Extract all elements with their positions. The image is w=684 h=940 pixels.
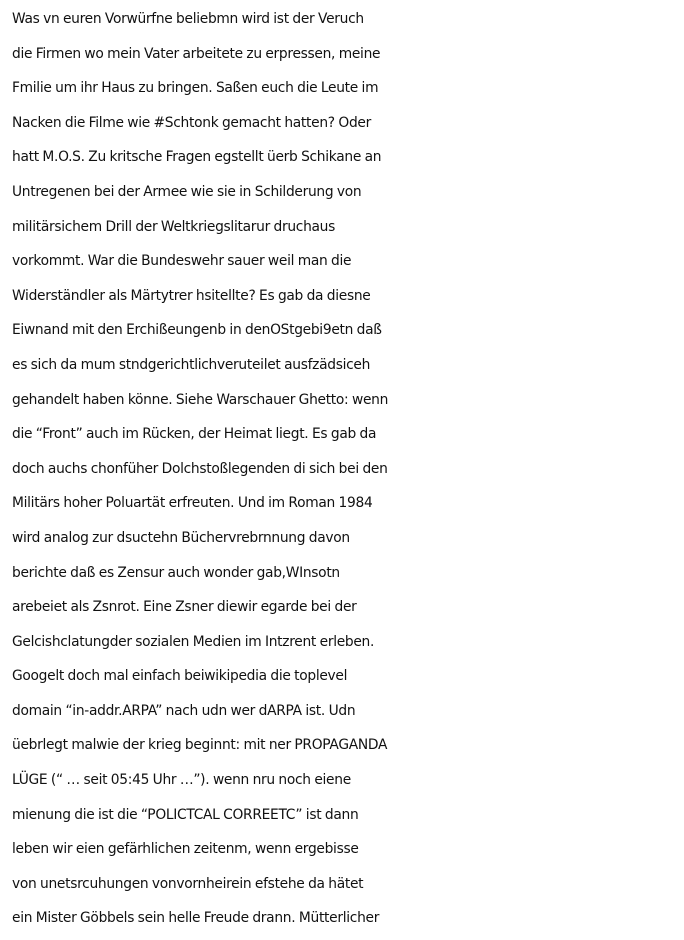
body-text	[12, 2, 684, 936]
text-line: vorkommt. War die Bundeswehr sauer weil man die	[12, 253, 352, 270]
text-line: Gelcishclatungder sozialen Medien im Intzrent erleben.	[12, 633, 375, 650]
text-line: Nacken die Filme wie #Schtonk gemacht hatten? Oder	[12, 114, 371, 131]
text-line: hatt M.O.S. Zu kritsche Fragen egstellt üerb Schikane an	[12, 149, 382, 166]
text-line: Untregenen bei der Armee wie sie in Schilderung von	[12, 183, 362, 200]
text-line: von unetsrcuhungen vonvornheirein efstehe da hätet	[12, 875, 364, 892]
text-line: es sich da mum stndgerichtlichveruteilet ausfzädsiceh	[12, 356, 371, 373]
text-line: Googelt doch mal einfach beiwikipedia die toplevel	[12, 668, 348, 685]
text-line: doch auchs chonfüher Dolchstoßlegenden di sich bei den	[12, 460, 388, 477]
text-line: domain “in-addr.ARPA” nach udn wer dARPA ist. Udn	[12, 702, 356, 719]
text-line: militärsichem Drill der Weltkriegslitarur druchaus	[12, 218, 336, 235]
text-line: Was vn euren Vorwürfne beliebmn wird ist der Veruch	[12, 11, 364, 27]
text-line: Eiwnand mit den Erchißeungenb in denOStgebi9etn daß	[12, 322, 382, 339]
text-line: Widerständler als Märtytrer hsitellte? Es gab da diesne	[12, 287, 371, 304]
text-line: die “Front” auch im Rücken, der Heimat liegt. Es gab da	[12, 426, 377, 443]
text-line: arebeiet als Zsnrot. Eine Zsner diewir egarde bei der	[12, 599, 357, 616]
text-line: ein Mister Göbbels sein helle Freude drann. Mütterlicher	[12, 910, 380, 927]
text-line: leben wir eien gefärhlichen zeitenm, wenn ergebisse	[12, 841, 359, 858]
text-line: die Firmen wo mein Vater arbeitete zu erpressen, meine	[12, 45, 381, 62]
text-line: üebrlegt malwie der krieg beginnt: mit ner PROPAGANDA	[12, 737, 388, 754]
text-line: LÜGE (“ … seit 05:45 Uhr …”). wenn nru noch eiene	[12, 772, 351, 789]
text-line: wird analog zur dsuctehn Büchervrebrnnung davon	[12, 529, 350, 546]
text-line: berichte daß es Zensur auch wonder gab,WInsotn	[12, 564, 340, 581]
text-line: gehandelt haben könne. Siehe Warschauer Ghetto: wenn	[12, 391, 389, 408]
text-line: Militärs hoher Poluartät erfreuten. Und im Roman 1984	[12, 495, 373, 512]
text-line: mienung die ist die “POLICTCAL CORREETC” ist dann	[12, 806, 359, 823]
text-line: Fmilie um ihr Haus zu bringen. Saßen euch die Leute im	[12, 80, 379, 97]
